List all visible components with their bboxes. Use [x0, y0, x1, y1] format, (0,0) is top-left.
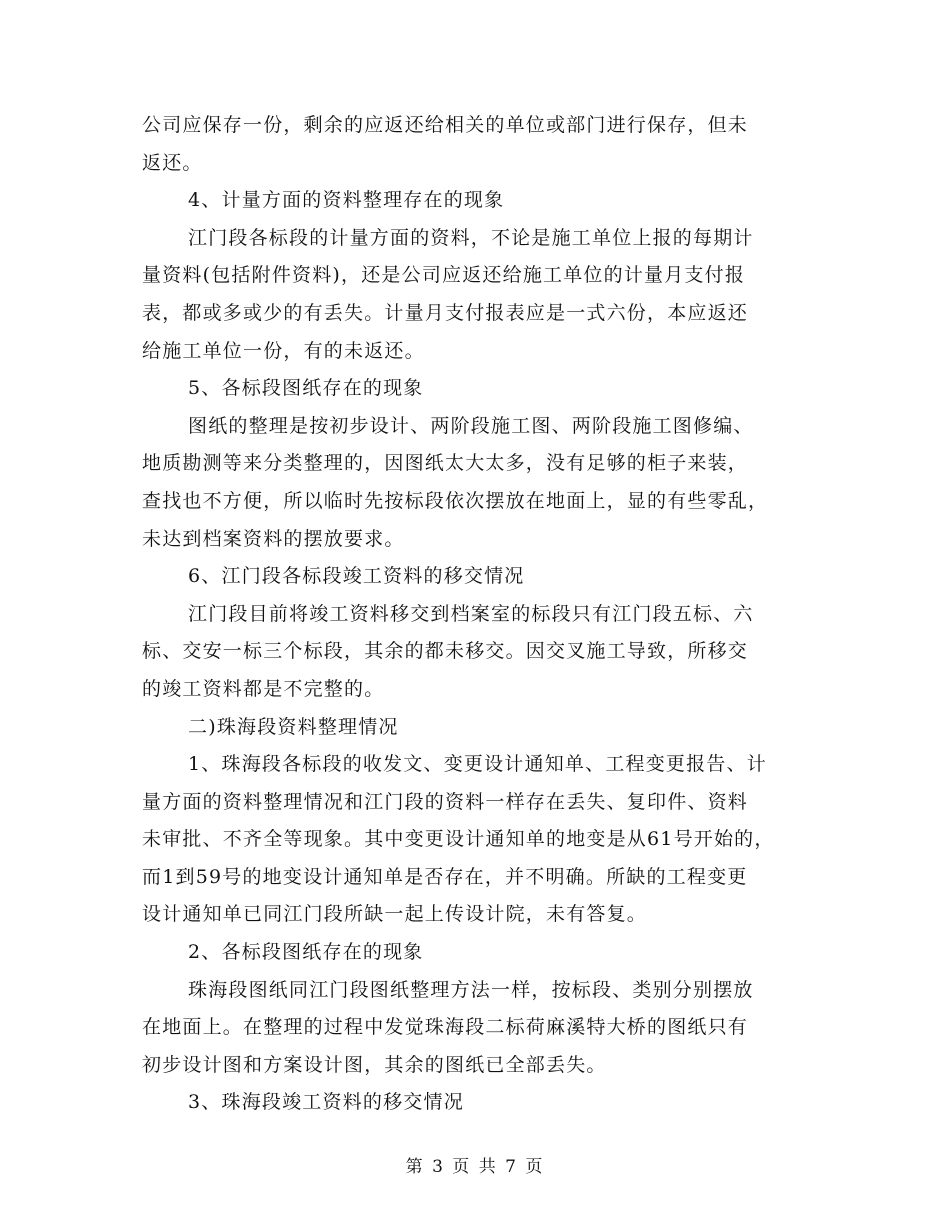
body-line: 江门段各标段的计量方面的资料，不论是施工单位上报的每期计 — [188, 226, 754, 249]
body-line: 公司应保存一份，剩余的应返还给相关的单位或部门进行保存，但未 — [142, 114, 749, 136]
section-heading: 6、江门段各标段竣工资料的移交情况 — [188, 565, 525, 588]
body-line: 地质勘测等来分类整理的，因图纸太大太多，没有足够的柜子来装， — [142, 452, 749, 475]
body-line: 1、珠海段各标段的收发文、变更设计通知单、工程变更报告、计 — [188, 753, 767, 776]
body-line: 珠海段图纸同江门段图纸整理方法一样，按标段、类别分别摆放 — [188, 978, 754, 1001]
body-line: 设计通知单已同江门段所缺一起上传设计院，未有答复。 — [142, 903, 648, 926]
section-heading: 3、珠海段竣工资料的移交情况 — [188, 1091, 464, 1114]
section-heading: 4、计量方面的资料整理存在的现象 — [188, 189, 505, 212]
body-line: 表，都或多或少的有丢失。计量月支付报表应是一式六份，本应返还 — [142, 301, 749, 324]
body-line: 给施工单位一份，有的未返还。 — [142, 339, 425, 362]
body-line: 在地面上。在整理的过程中发觉珠海段二标荷麻溪特大桥的图纸只有 — [142, 1016, 749, 1039]
document-body — [142, 107, 822, 1122]
body-line: 返还。 — [142, 151, 203, 174]
section-heading: 2、各标段图纸存在的现象 — [188, 941, 424, 964]
body-line: 查找也不方便，所以临时先按标段依次摆放在地面上，显的有些零乱， — [142, 489, 769, 512]
body-line: 江门段目前将竣工资料移交到档案室的标段只有江门段五标、六 — [188, 602, 754, 625]
body-line: 未达到档案资料的摆放要求。 — [142, 527, 405, 550]
section-heading: 5、各标段图纸存在的现象 — [188, 377, 424, 400]
body-line: 标、交安一标三个标段，其余的都未移交。因交叉施工导致，所移交 — [142, 640, 749, 663]
body-line: 初步设计图和方案设计图，其余的图纸已全部丢失。 — [142, 1053, 607, 1076]
body-line: 而1到59号的地变设计通知单是否存在，并不明确。所缺的工程变更 — [142, 865, 748, 888]
section-heading: 二)珠海段资料整理情况 — [188, 715, 399, 738]
body-line: 的竣工资料都是不完整的。 — [142, 677, 385, 700]
body-line: 图纸的整理是按初步设计、两阶段施工图、两阶段施工图修编、 — [188, 414, 754, 437]
page-number-footer: 第 3 页 共 7 页 — [405, 1157, 545, 1177]
body-line: 量资料(包括附件资料)，还是公司应返还给施工单位的计量月支付报 — [142, 264, 746, 287]
body-line: 未审批、不齐全等现象。其中变更设计通知单的地变是从61号开始的， — [142, 828, 775, 851]
body-line: 量方面的资料整理情况和江门段的资料一样存在丢失、复印件、资料 — [142, 790, 749, 813]
